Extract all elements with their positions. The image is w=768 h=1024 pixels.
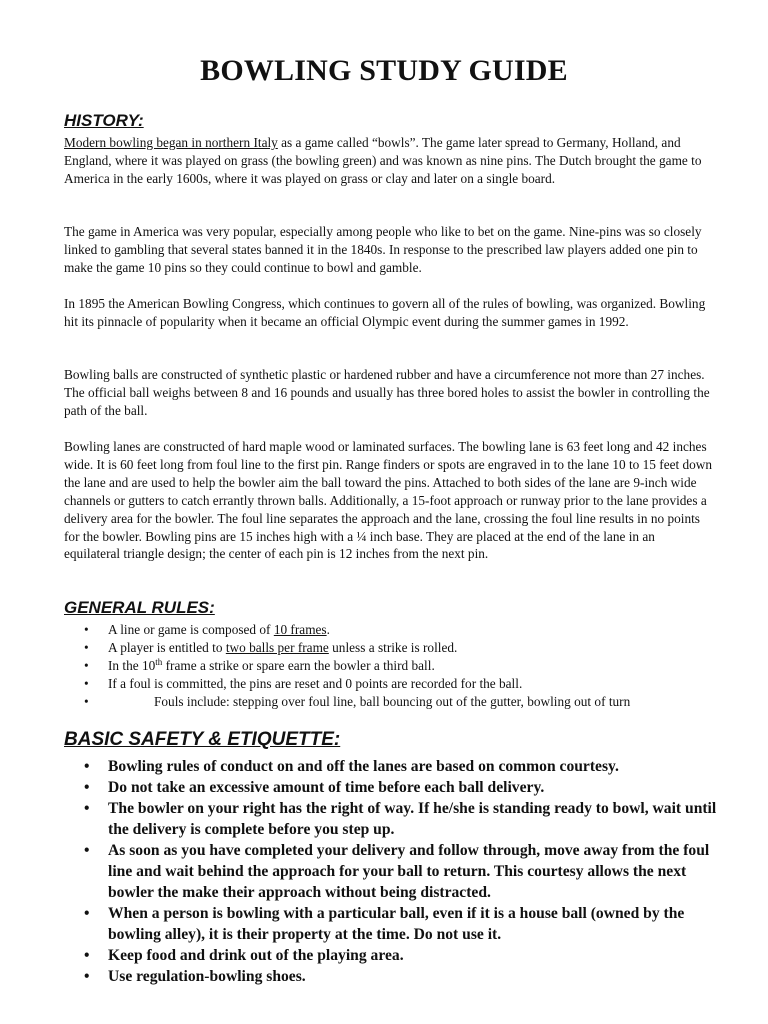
safety-item: • As soon as you have completed your delivery and follow through, move away from the foul line and wait behind the approach for your ball to return. This courtesy allows the next bowler the make their approach without being distracted. — [84, 840, 724, 903]
page-title: BOWLING STUDY GUIDE — [200, 54, 568, 87]
history-paragraph-3: In 1895 the American Bowling Congress, which continues to govern all of the rules of bowling, was organized. Bowling hit its pinnacle of popularity when it became an official Olympic event during the summer games in 1992. — [64, 296, 706, 329]
safety-item: • Bowling rules of conduct on and off the lanes are based on common courtesy. — [84, 756, 724, 777]
rule-item: • A line or game is composed of 10 frames. — [84, 621, 724, 639]
history-paragraph-1-text: as a game called “bowls”. The game later spread to Germany, Holland, and England, where it was played on grass (the bowling green) and was known as nine pins. The Dutch brought the game to America in the early 1600s, where it was played on grass or clay and later on a single board. — [64, 135, 702, 186]
rule-item: • Fouls include: stepping over foul line, ball bouncing out of the gutter, bowling out of turn — [84, 693, 724, 711]
safety-heading: BASIC SAFETY & ETIQUETTE: — [64, 729, 341, 750]
history-heading: HISTORY: — [64, 111, 144, 130]
safety-item: • The bowler on your right has the right of way. If he/she is standing ready to bowl, wait until the delivery is complete before you step up. — [84, 798, 724, 840]
history-paragraph-4: Bowling balls are constructed of synthetic plastic or hardened rubber and have a circumference not more than 27 inches. The official ball weighs between 8 and 16 pounds and usually has three bored holes to assist the bowler in controlling the path of the ball. — [64, 367, 710, 418]
rule-item: • In the 10th frame a strike or spare earn the bowler a third ball. — [84, 657, 724, 675]
rule-item: • A player is entitled to two balls per frame unless a strike is rolled. — [84, 639, 724, 657]
general-rules-heading: GENERAL RULES: — [64, 598, 215, 617]
safety-item: • Do not take an excessive amount of time before each ball delivery. — [84, 777, 724, 798]
safety-item: • Keep food and drink out of the playing area. — [84, 945, 724, 966]
history-paragraph-5: Bowling lanes are constructed of hard maple wood or laminated surfaces. The bowling lane is 63 feet long and 42 inches wide. It is 60 feet long from foul line to the first pin. Range finders or spots are engraved in to the lane 10 to 15 feet down the lane and are used to help the bowler aim the ball toward the pins. Attached to both sides of the lane are 9-inch wide channels or gutters to catch errantly thrown balls. Additionally, a 15-foot approach or runway prior to the lane provides a delivery area for the bowler. The foul line separates the approach and the lane, crossing the foul line results in no points for the bowler. Bowling pins are 15 inches high with a ¼ inch base. They are placed at the end of the lane in an equilateral triangle design; the center of each pin is 12 inches from the next pin. — [64, 439, 713, 562]
history-paragraph-2: The game in America was very popular, especially among people who like to bet on the game. Nine-pins was so closely linked to gambling that several states banned it in the 1840s. In response to the prescribed law players added one pin to make the game 10 pins so they could continue to bowl and gamble. — [64, 224, 702, 275]
safety-item: • When a person is bowling with a particular ball, even if it is a house ball (owned by the bowling alley), it is their property at the time. Do not use it. — [84, 903, 724, 945]
rule-item: • If a foul is committed, the pins are reset and 0 points are recorded for the ball. — [84, 675, 724, 693]
history-underlined-text: Modern bowling began in northern Italy — [64, 135, 278, 150]
history-paragraph-1 — [64, 134, 714, 188]
safety-list — [84, 756, 724, 987]
safety-item: • Use regulation-bowling shoes. — [84, 966, 724, 987]
general-rules-list — [84, 621, 724, 711]
